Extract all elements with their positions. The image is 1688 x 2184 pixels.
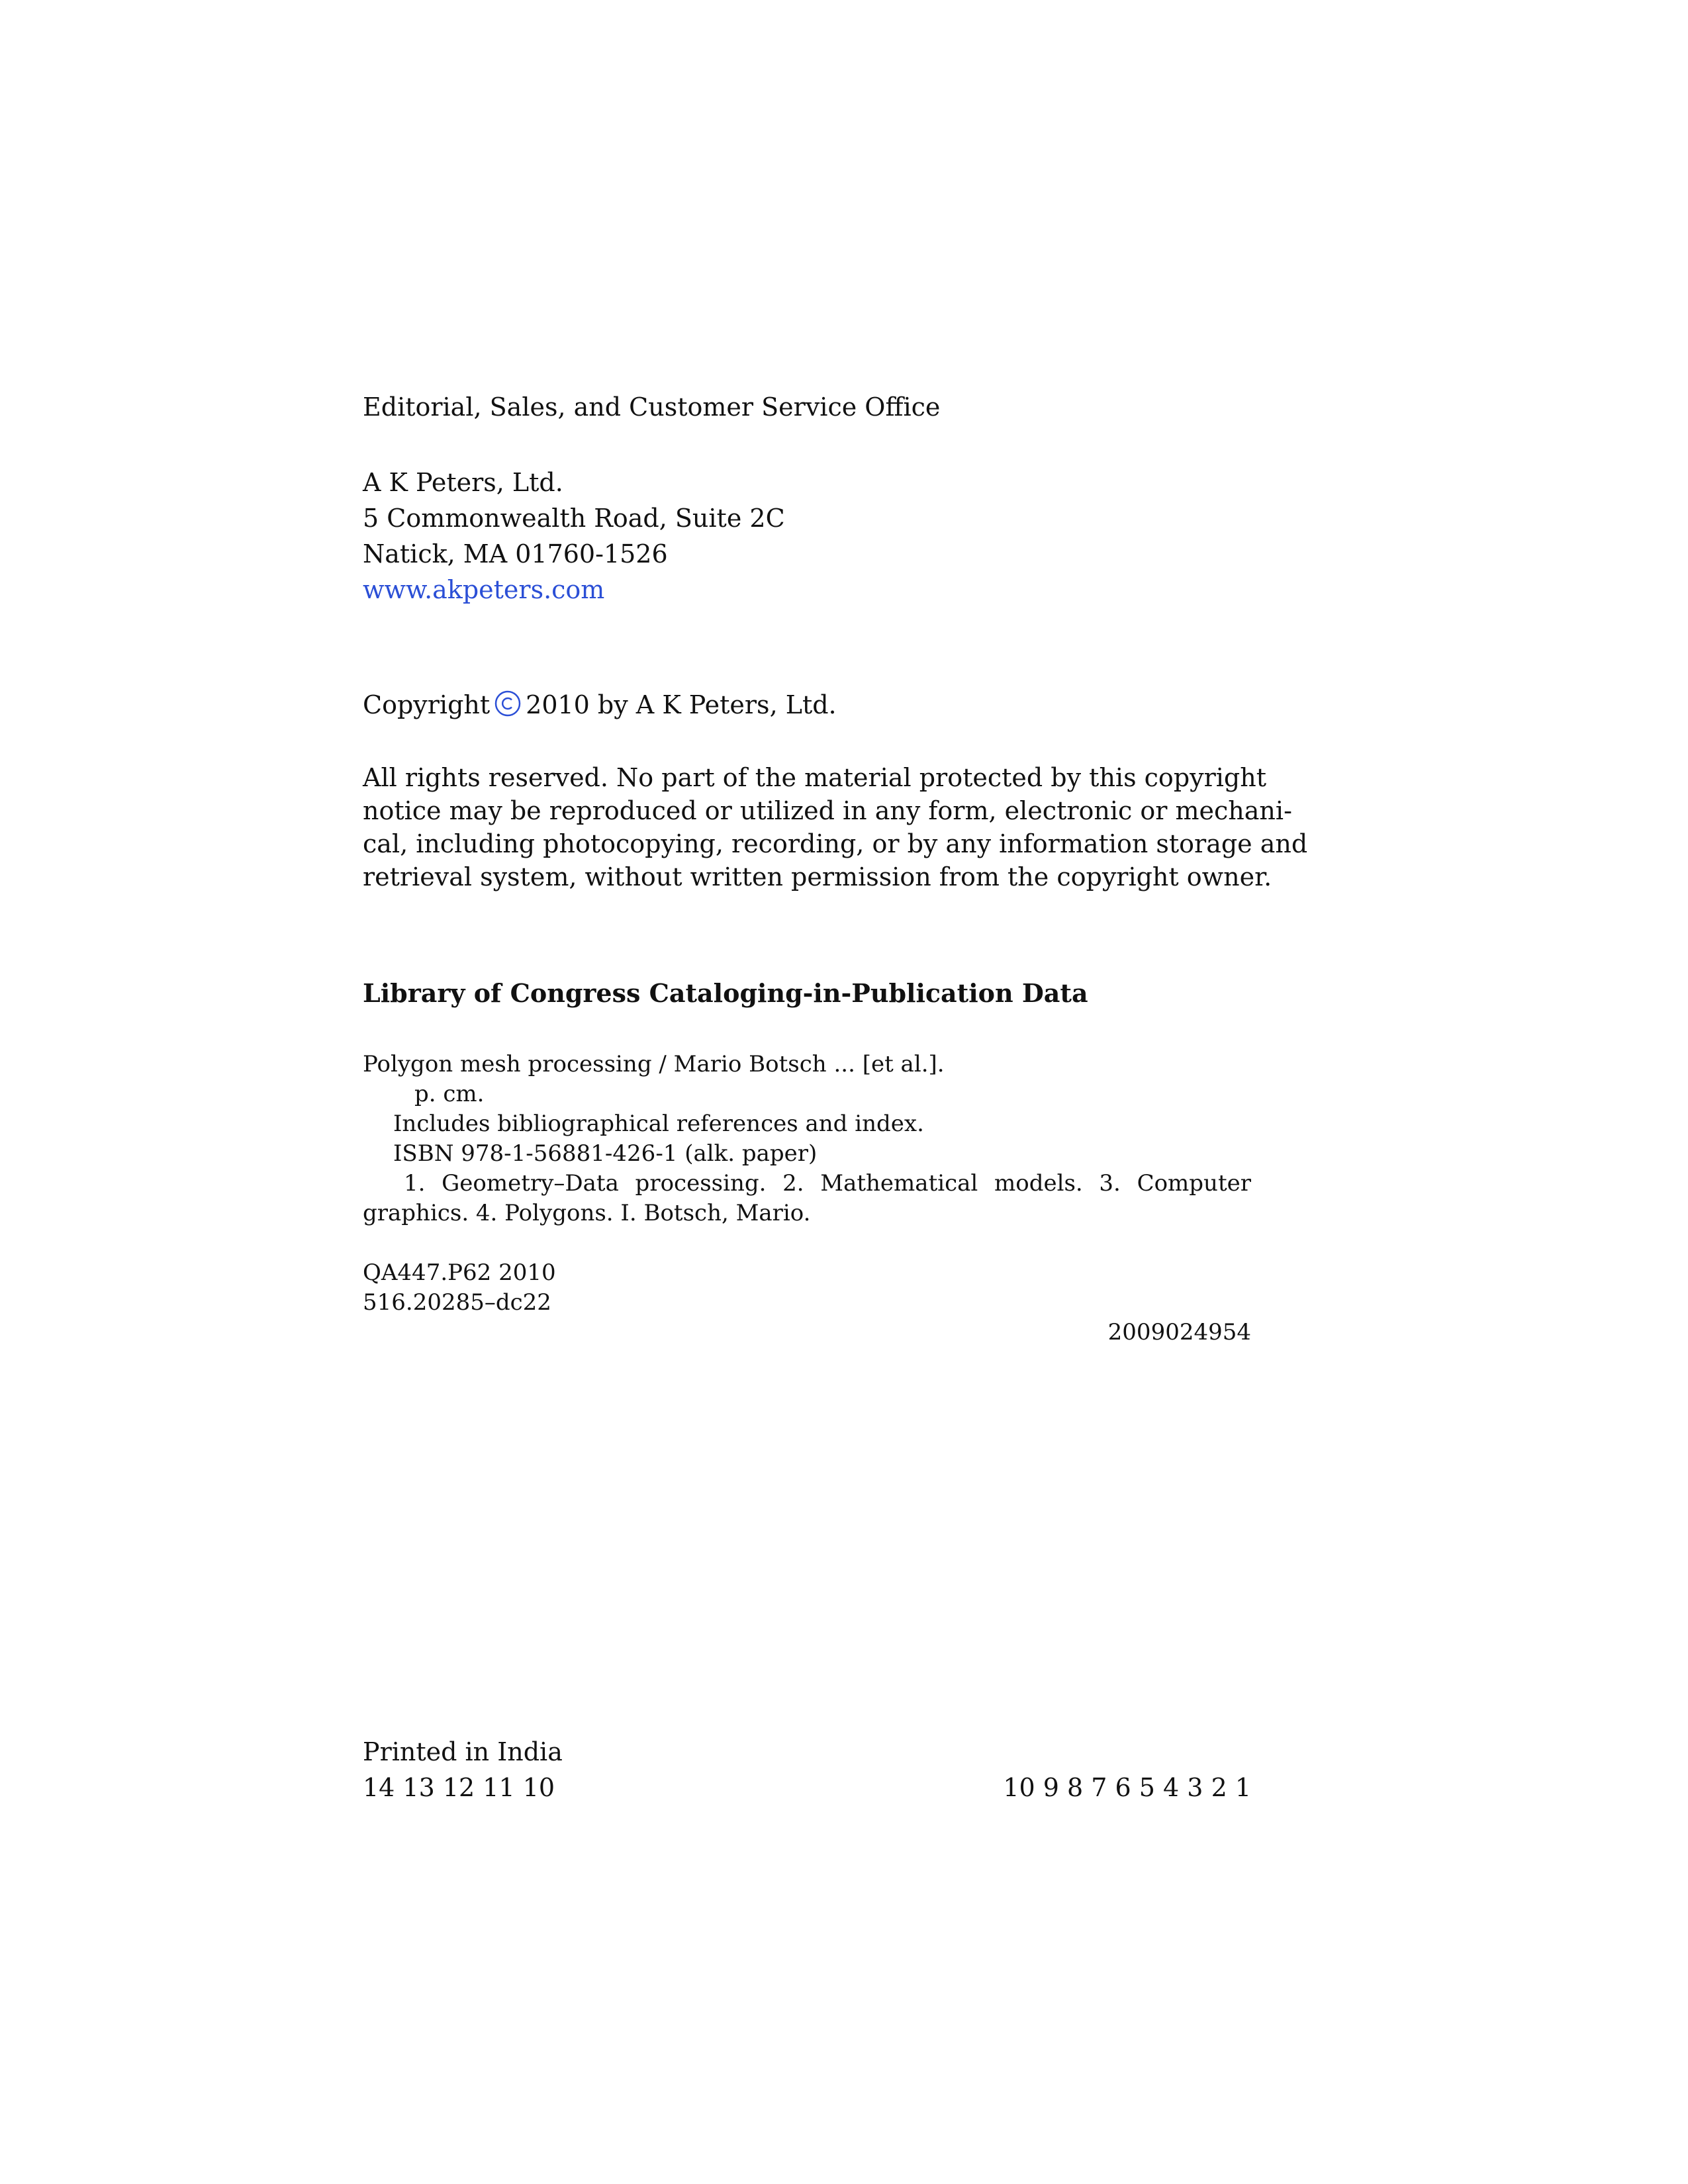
publisher-website-link[interactable]: www.akpeters.com xyxy=(363,575,605,604)
cip-lc-class: QA447.P62 2010 xyxy=(363,1259,556,1286)
printing-numbers-row xyxy=(363,1770,1251,1805)
rights-line-1: All rights reserved. No part of the material protected by this copyright xyxy=(363,763,1266,792)
cip-heading: Library of Congress Cataloging-in-Publication Data xyxy=(363,978,1088,1008)
printed-in: Printed in India xyxy=(363,1737,563,1766)
cip-subjects-line-1: 1. Geometry–Data processing. 2. Mathematical models. 3. Computer xyxy=(404,1170,1251,1197)
office-heading: Editorial, Sales, and Customer Service Office xyxy=(363,392,941,422)
cip-isbn-line: ISBN 978-1-56881-426-1 (alk. paper) xyxy=(393,1140,818,1167)
office-heading-block xyxy=(363,389,1251,425)
copyright-line xyxy=(363,687,1251,723)
cip-heading-block xyxy=(363,976,1251,1011)
printing-years: 14 13 12 11 10 xyxy=(363,1773,555,1802)
publisher-address xyxy=(363,465,1251,608)
publisher-city: Natick, MA 01760-1526 xyxy=(363,539,668,569)
cip-pages-line: p. cm. xyxy=(414,1081,485,1107)
cip-lccn: 2009024954 xyxy=(1107,1319,1251,1345)
cip-dewey: 516.20285–dc22 xyxy=(363,1289,551,1316)
cip-subjects-line-2: graphics. 4. Polygons. I. Botsch, Mario. xyxy=(363,1200,811,1226)
copyright-icon xyxy=(494,690,522,717)
cip-includes-line: Includes bibliographical references and index. xyxy=(393,1111,924,1137)
cip-data xyxy=(363,1050,1251,1347)
rights-line-2: notice may be reproduced or utilized in any form, electronic or mechani- xyxy=(363,796,1292,825)
rights-line-4: retrieval system, without written permission from the copyright owner. xyxy=(363,862,1272,891)
publisher-name: A K Peters, Ltd. xyxy=(363,468,563,497)
printing-block xyxy=(363,1734,1251,1805)
copyright-prefix: Copyright xyxy=(363,690,491,719)
publisher-street: 5 Commonwealth Road, Suite 2C xyxy=(363,504,785,533)
copyright-block xyxy=(363,687,1251,723)
printing-run: 10 9 8 7 6 5 4 3 2 1 xyxy=(1003,1773,1251,1802)
copyright-suffix: 2010 by A K Peters, Ltd. xyxy=(526,690,837,719)
cip-title-line: Polygon mesh processing / Mario Botsch ... [et al.]. xyxy=(363,1051,945,1077)
rights-paragraph xyxy=(363,761,1308,893)
rights-line-3: cal, including photocopying, recording, or by any information storage and xyxy=(363,829,1308,858)
